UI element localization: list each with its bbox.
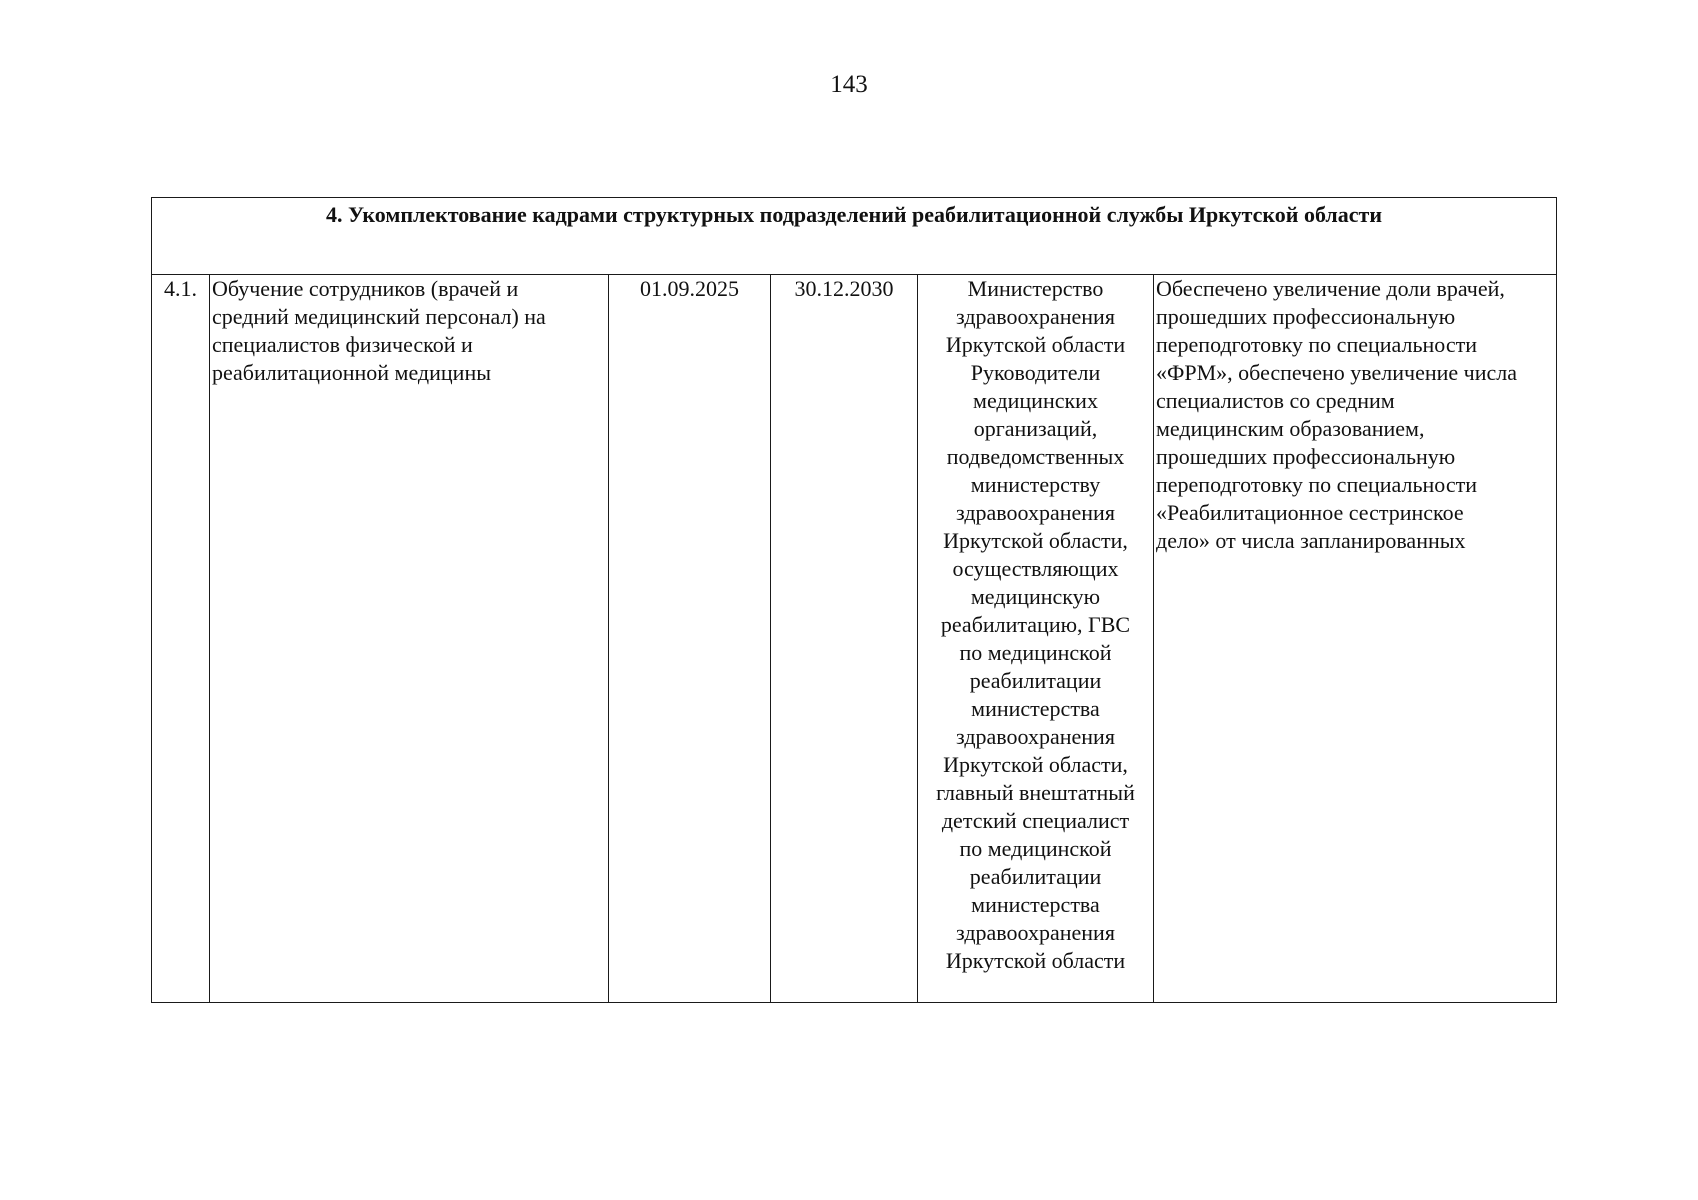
responsible-line: организаций, [973,416,1098,441]
responsible-line: здравоохранения [956,500,1115,525]
responsible-line: министерству [970,472,1101,497]
responsible-line: медицинскую [970,584,1101,609]
result-line: прошедших профессиональную [1156,304,1456,329]
result-cell [1154,275,1557,1003]
measure-name-line: Обучение сотрудников (врачей и [212,276,519,301]
responsible-line: реабилитации [969,864,1102,889]
table-row [152,275,1557,1003]
measures-table [151,197,1557,1003]
end-date: 30.12.2030 [771,275,918,1003]
responsible-line: министерства [971,892,1100,917]
measure-name-cell [210,275,609,1003]
responsible-line: Иркутской области [945,948,1126,973]
result-line: переподготовку по специальности [1156,332,1477,357]
responsible-line: медицинских [973,388,1098,413]
result-line: переподготовку по специальности [1156,472,1477,497]
responsible-line: реабилитацию, ГВС [940,612,1131,637]
responsible-line: главный внештатный [936,780,1135,805]
responsible-line: Иркутской области, [943,528,1128,553]
responsible-line: здравоохранения [956,304,1115,329]
responsible-cell [918,275,1154,1003]
responsible-line: Министерство [967,276,1104,301]
responsible-line: реабилитации [969,668,1102,693]
row-number: 4.1. [152,275,210,1003]
responsible-line: Руководители [970,360,1101,385]
measure-name-line: средний медицинский персонал) на [212,304,546,329]
section-header-row [152,198,1557,275]
start-date: 01.09.2025 [609,275,771,1003]
responsible-line: по медицинской [959,836,1112,861]
page-number: 143 [830,71,868,98]
result-line: прошедших профессиональную [1156,444,1456,469]
responsible-line: здравоохранения [956,920,1115,945]
result-line: медицинским образованием, [1156,416,1425,441]
result-line: дело» от числа запланированных [1156,528,1466,553]
section-title: 4. Укомплектование кадрами структурных подразделений реабилитационной службы Иркутской области [152,198,1557,275]
responsible-line: детский специалист [941,808,1130,833]
result-line: «Реабилитационное сестринское [1156,500,1464,525]
result-line: «ФРМ», обеспечено увеличение числа [1156,360,1518,385]
responsible-line: подведомственных [946,444,1125,469]
measure-name-line: реабилитационной медицины [212,360,491,385]
measure-name-line: специалистов физической и [212,332,473,357]
responsible-line: осуществляющих [952,556,1119,581]
responsible-line: здравоохранения [956,724,1115,749]
responsible-line: министерства [971,696,1100,721]
responsible-line: по медицинской [959,640,1112,665]
responsible-line: Иркутской области [945,332,1126,357]
result-line: специалистов со средним [1156,388,1395,413]
result-line: Обеспечено увеличение доли врачей, [1156,276,1505,301]
responsible-line: Иркутской области, [943,752,1128,777]
